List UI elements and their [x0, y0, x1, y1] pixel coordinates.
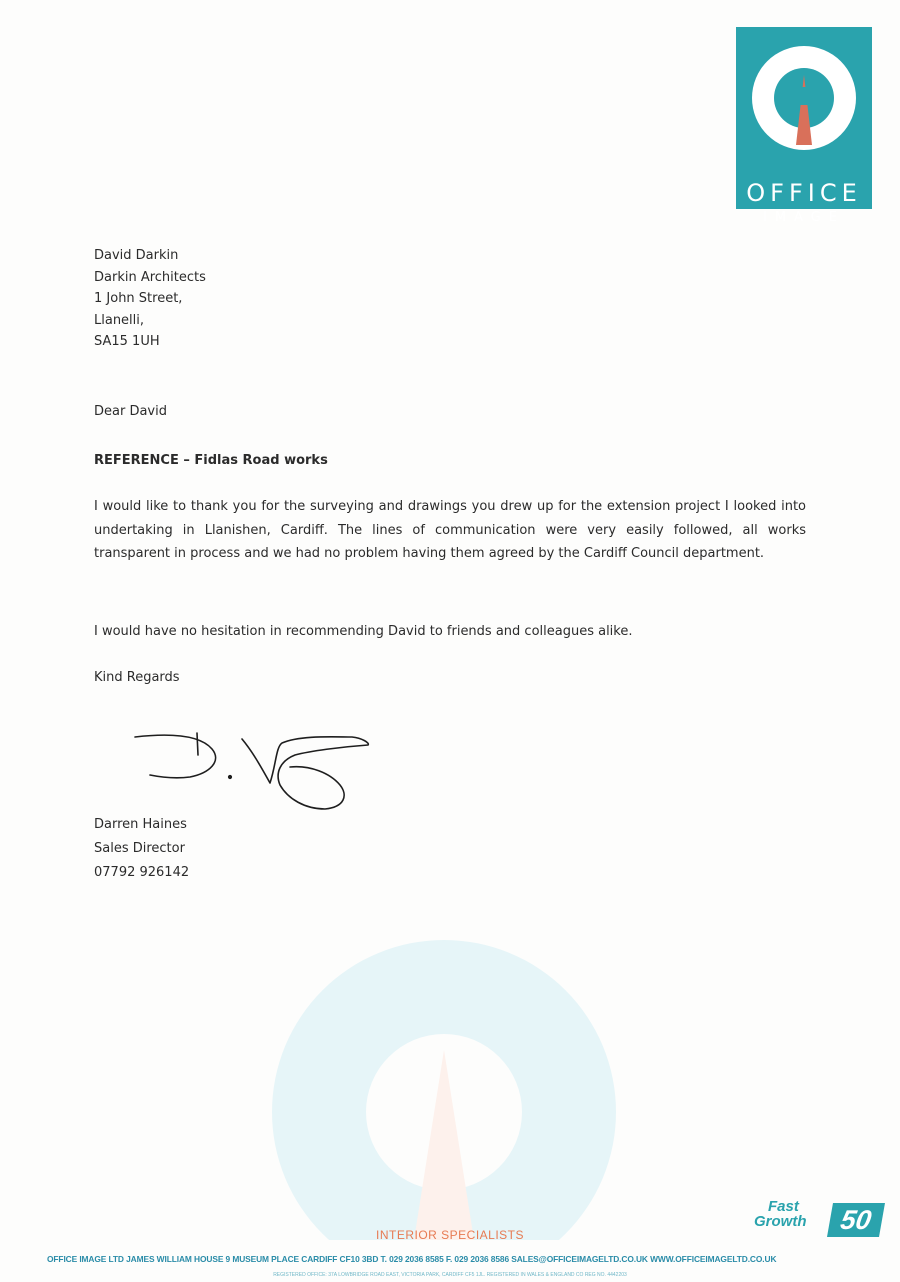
signer-title: Sales Director — [94, 841, 185, 856]
company-logo — [736, 27, 872, 225]
recipient-company: Darkin Architects — [94, 269, 206, 285]
signer-phone: 07792 926142 — [94, 865, 190, 880]
signer-name: Darren Haines — [94, 817, 187, 832]
fast-growth-badge — [750, 1198, 890, 1242]
reference-heading: REFERENCE – Fidlas Road works — [94, 453, 328, 468]
badge-line-fast: Fast — [768, 1198, 799, 1215]
recipient-street: 1 John Street, — [94, 291, 183, 306]
closing: Kind Regards — [94, 670, 180, 685]
badge-number: 50 — [827, 1203, 885, 1237]
body-paragraph: I would like to thank you for the surveying and drawings you drew up for the extension project I looked into undertaking in Llanishen, Cardiff. The lines of communication were very easily followed, all works transparent in process and we had no problem having them agreed by the Cardiff Council department. — [94, 499, 806, 561]
handwritten-signature — [130, 725, 390, 820]
recipient-postcode: SA15 1UH — [94, 334, 160, 349]
logo-word-office: OFFICE — [746, 179, 862, 207]
logo-keyhole-icon — [736, 27, 872, 177]
recipient-name: David Darkin — [94, 248, 179, 263]
footer-registered-office: REGISTERED OFFICE: 37A LOWBRIDGE ROAD EAST, VICTORIA PARK, CARDIFF CF5 1JL. REGISTERED IN WALES & ENGLAND CO REG NO. 4442203 — [273, 1272, 627, 1278]
salutation: Dear David — [94, 404, 167, 419]
footer-tagline: INTERIOR SPECIALISTS — [375, 1228, 525, 1242]
signer-block — [94, 813, 189, 885]
recipient-address — [94, 245, 206, 353]
body-paragraph: I would have no hesitation in recommending David to friends and colleagues alike. — [94, 624, 633, 639]
logo-word-image: IMAGE — [762, 210, 845, 225]
badge-line-growth: Growth — [754, 1213, 807, 1230]
footer-contact-line: OFFICE IMAGE LTD JAMES WILLIAM HOUSE 9 MUSEUM PLACE CARDIFF CF10 3BD T. 029 2036 8585 F. 029 2036 8586 SALES@OFFICEIMAGELTD.CO.UK WWW.OFFICEIMAGELTD.CO.UK — [47, 1254, 777, 1264]
recipient-town: Llanelli, — [94, 312, 145, 328]
watermark-keyhole-icon — [266, 940, 626, 1240]
